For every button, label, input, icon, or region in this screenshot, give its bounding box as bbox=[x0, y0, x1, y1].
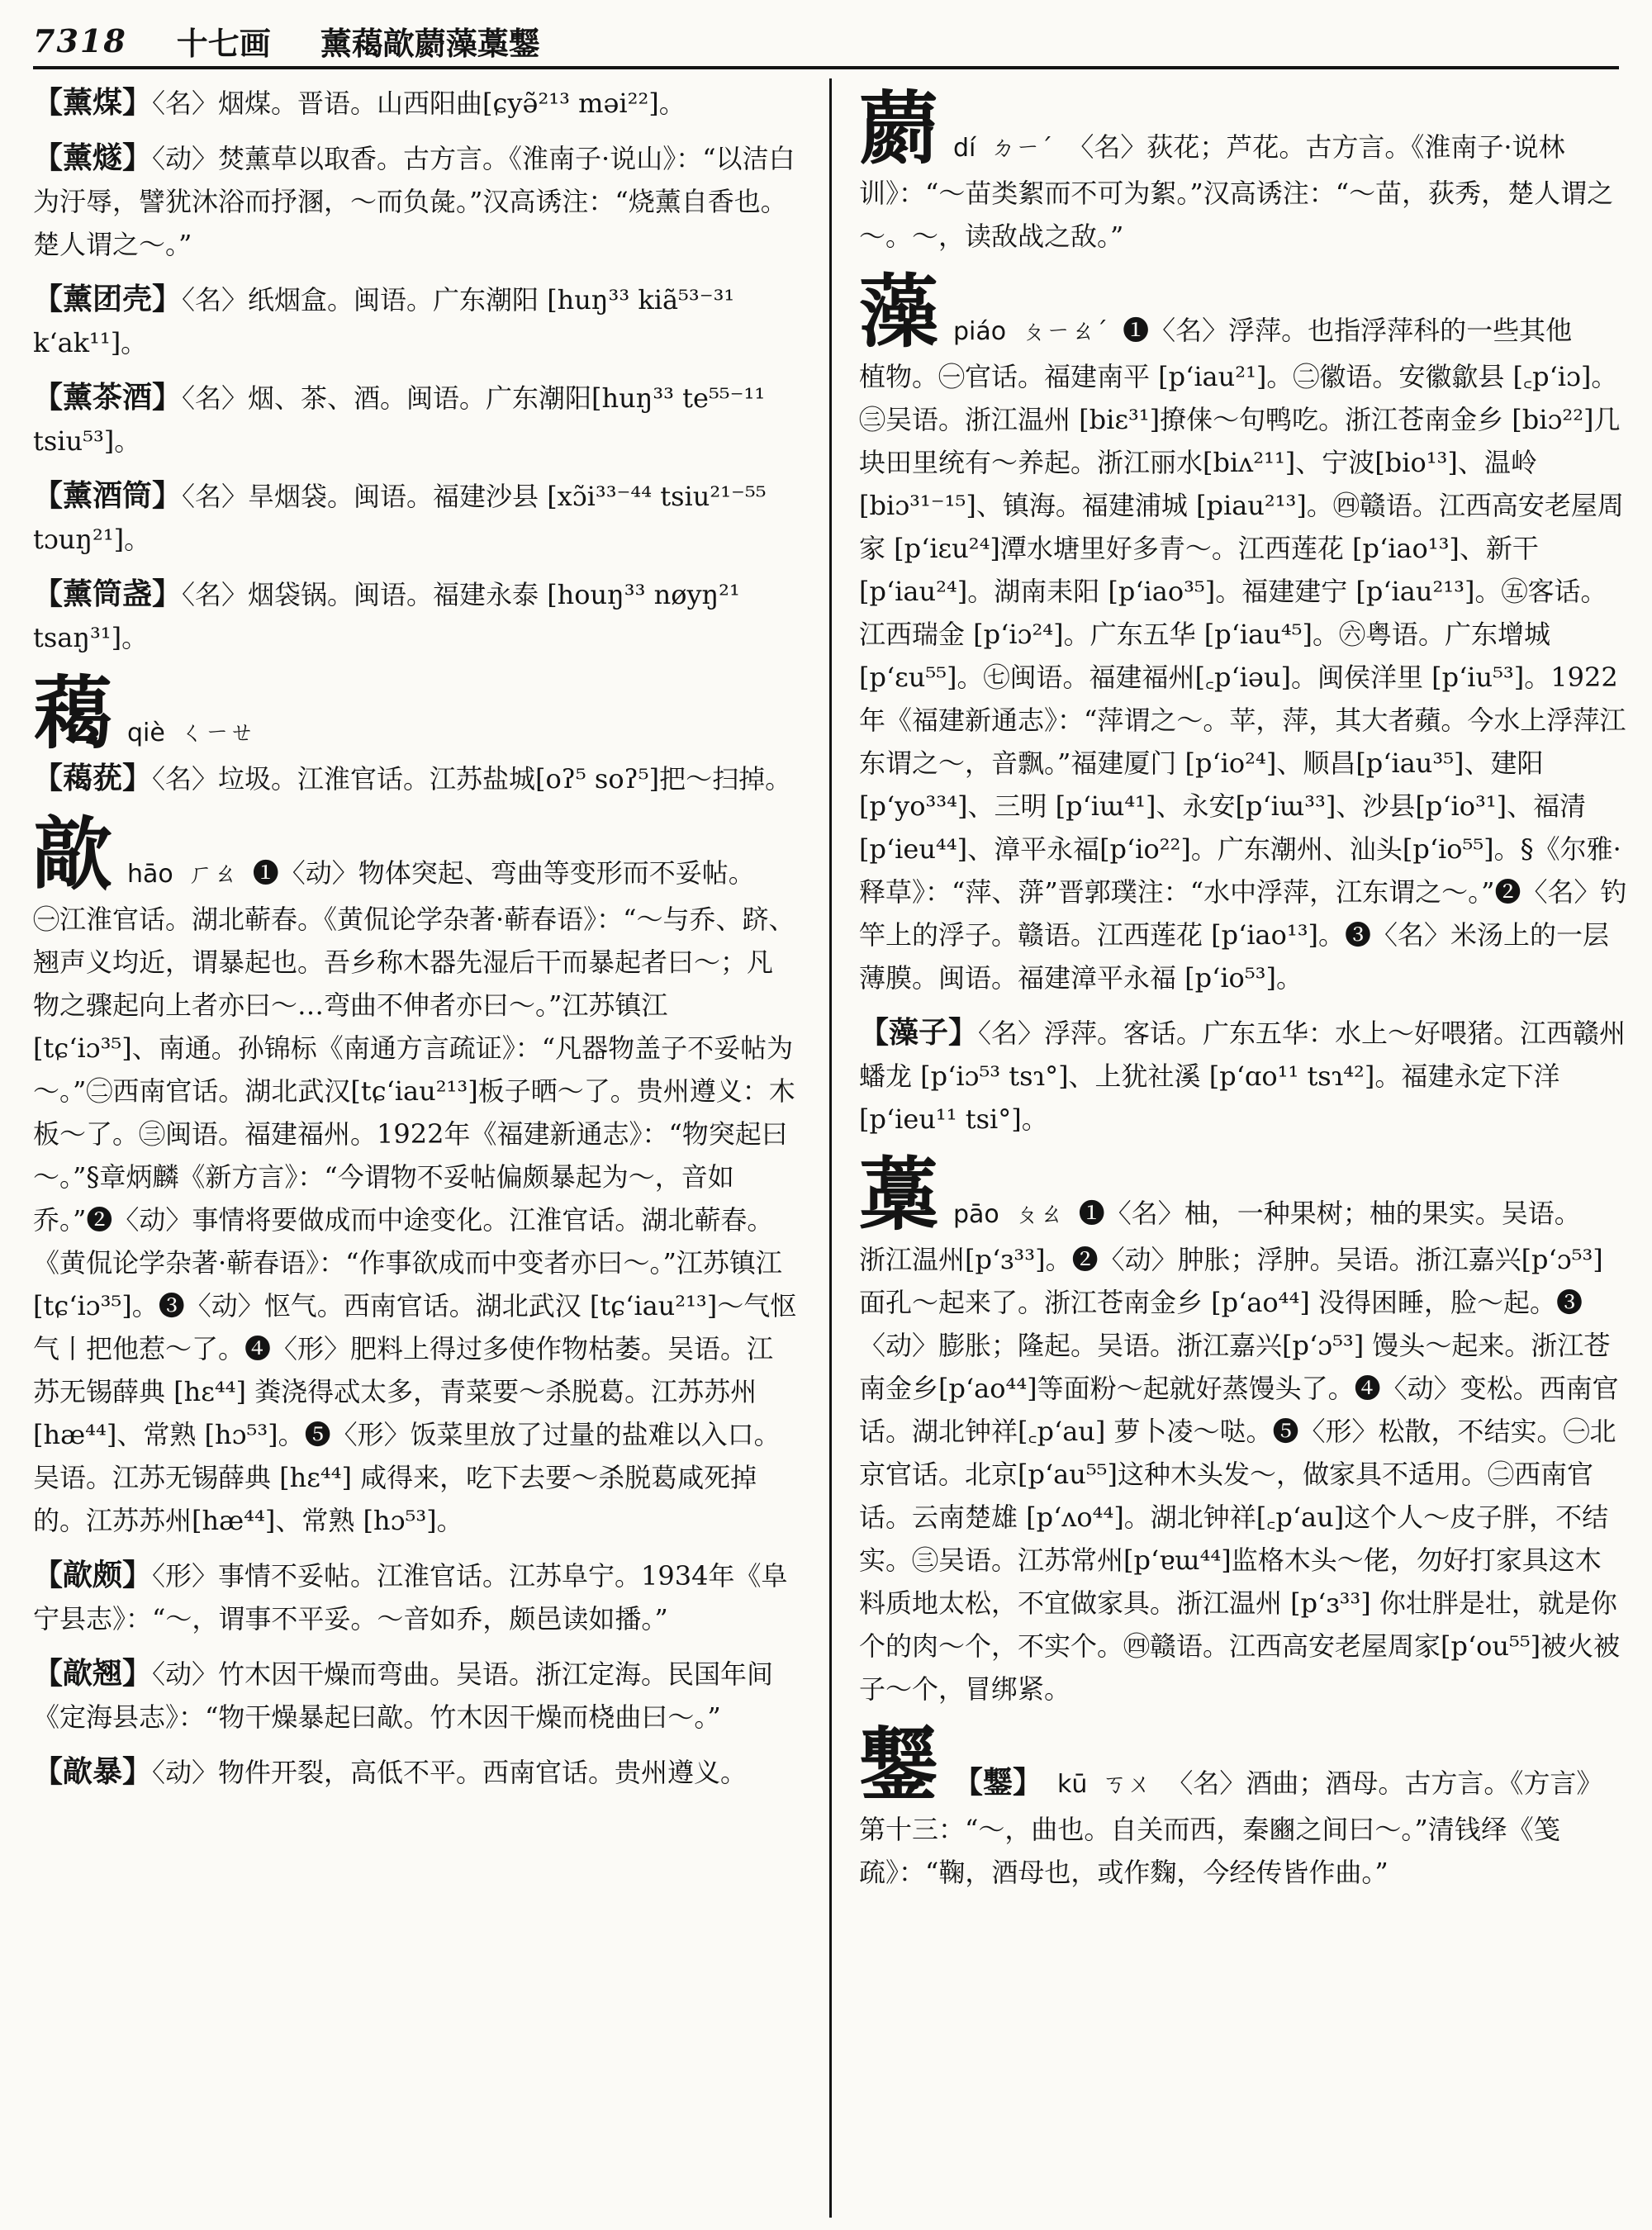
headword-char: 藁 bbox=[859, 1148, 938, 1241]
guide-characters: 薰藒歊蘮藻藁鑋 bbox=[320, 24, 540, 62]
column-divider bbox=[829, 78, 832, 2218]
headword-pinyin: dí bbox=[953, 134, 976, 163]
compound-entry: 【歊翘】〈动〉竹木因干燥而弯曲。吴语。浙江定海。民国年间《定海县志》：“物干燥暴起曰歊。竹木因干燥而桡曲曰～。” bbox=[33, 1656, 774, 1733]
headword-pinyin: kū bbox=[1057, 1770, 1088, 1799]
definition-body: ㊀江淮官话。湖北蕲春。《黄侃论学杂著·蕲春语》：“～与乔、跻、翘声义均近，谓暴起也。吾乡称木器先湿后干而暴起者曰～；凡物之骤起向上者亦曰～…弯曲不伸者亦曰～。”江苏镇江 [tɕ‘iɔ³⁵]、南通。孙锦标《南通方言疏证》：“凡器物盖子不妥帖为～。”㊁西南官话。湖北武汉[tɕ‘iau²¹³]板子晒～了。贵州遵义：木板～了。㊂闽语。福建福州。1922年《福建新通志》：“物突起曰～。”§章炳麟《新方言》：“今谓物不妥帖偏颇暴起为～，音如乔。”❷〈动〉事情将要做成而中途变化。江淮官话。湖北蕲春。《黄侃论学杂著·蕲春语》：“作事欲成而中变者亦曰～。”江苏镇江 [tɕ‘iɔ³⁵]。❸〈动〉怄气。西南官话。湖北武汉 [tɕ‘iau²¹³]～气怄气丨把他惹～了。❹〈形〉肥料上得过多使作物枯萎。吴语。江苏无锡薛典 [hɛ⁴⁴] 粪浇得忒太多，青菜要～杀脱葛。江苏苏州 [hæ⁴⁴]、常熟 [hɔ⁵³]。❺〈形〉饭菜里放了过量的盐难以入口。吴语。江苏无锡薛典 [hɛ⁴⁴] 咸得来，吃下去要～杀脱葛咸死掉的。江苏苏州[hæ⁴⁴]、常熟 [hɔ⁵³]。 bbox=[33, 904, 797, 1536]
compound-entry: 【藒莸】〈名〉垃圾。江淮官话。江苏盐城[oʔ⁵ soʔ⁵]把～扫掉。 bbox=[33, 761, 792, 795]
headword-zhuyin: ㄉㄧˊ bbox=[990, 134, 1053, 163]
headword-hao bbox=[33, 808, 797, 901]
compound-entry: 【歊暴】〈动〉物件开裂，高低不平。西南官话。贵州遵义。 bbox=[33, 1754, 748, 1789]
headword-pinyin: hāo bbox=[127, 860, 173, 889]
headword-zhuyin: ㄆㄠ bbox=[1014, 1200, 1064, 1229]
headword-first-definition: ❶〈名〉柚，一种果树；柚的果实。吴语。 bbox=[1078, 1198, 1581, 1229]
headword-pinyin: qiè bbox=[127, 719, 165, 747]
headword-first-definition: 〈名〉荻花；芦花。古方言。《淮南子·说林 bbox=[1067, 131, 1565, 163]
headword-zhuyin: ㄏㄠ bbox=[188, 860, 238, 889]
headword-char: 鑋 bbox=[859, 1718, 938, 1811]
compound-entry: 【薰酒筒】〈名〉旱烟袋。闽语。福建沙县 [xɔ̃i³³⁻⁴⁴ tsiu²¹⁻⁵⁵ tɔuŋ²¹]。 bbox=[33, 478, 767, 555]
headword-pinyin: piáo bbox=[953, 317, 1007, 346]
headword-char: 蘮 bbox=[859, 82, 938, 175]
compound-entry: 【藻子】〈名〉浮萍。客话。广东五华：水上～好喂猪。江西赣州蟠龙 [p‘iɔ⁵³ tsɿ°]、上犹社溪 [p‘ɑo¹¹ tsɿ⁴²]。福建永定下洋 [p‘ieu¹¹ tsi°]。 bbox=[859, 1015, 1626, 1135]
headword-pinyin: pāo bbox=[953, 1200, 999, 1229]
headword-variant: 【鑋】 bbox=[953, 1765, 1043, 1800]
definition-body: 植物。㊀官话。福建南平 [p‘iau²¹]。㊁徽语。安徽歙县 [꜀p‘iɔ]。㊂吴语。浙江温州 [biɛ³¹]撩俫～句鸭吃。浙江苍南金乡 [biɔ²²]几块田里统有～养起。浙江丽水[biʌ²¹¹]、宁波[bio¹³]、温岭[biɔ³¹⁻¹⁵]、镇海。福建浦城 [piau²¹³]。㊃赣语。江西高安老屋周家 [p‘iɛu²⁴]潭水塘里好多青～。江西莲花 [p‘iao¹³]、新干 [p‘iau²⁴]。湖南耒阳 [p‘iao³⁵]。福建建宁 [p‘iau²¹³]。㊄客话。江西瑞金 [p‘iɔ²⁴]。广东五华 [p‘iau⁴⁵]。㊅粤语。广东增城 [p‘ɛu⁵⁵]。㊆闽语。福建福州[꜀p‘iəu]。闽侯洋里 [p‘iu⁵³]。1922年《福建新通志》：“萍谓之～。苹，萍，其大者蘋。今水上浮萍江东谓之～，音飘。”福建厦门 [p‘io²⁴]、顺昌[p‘iau³⁵]、建阳 [p‘yo³³⁴]、三明 [p‘iɯ⁴¹]、永安[p‘iɯ³³]、沙县[p‘io³¹]、福清 [p‘ieu⁴⁴]、漳平永福[p‘io²²]。广东潮州、汕头[p‘io⁵⁵]。§《尔雅·释草》：“萍、蓱”晋郭璞注：“水中浮萍，江东谓之～。”❷〈名〉钓竿上的浮子。赣语。江西莲花 [p‘iao¹³]。❸〈名〉米汤上的一层薄膜。闽语。福建漳平永福 [p‘io⁵³]。 bbox=[859, 361, 1627, 994]
left-column bbox=[33, 81, 797, 1805]
header-rule bbox=[33, 66, 1619, 69]
headword-qie bbox=[33, 667, 797, 760]
headword-char: 藒 bbox=[33, 667, 112, 760]
compound-entry: 【薰煤】〈名〉烟煤。晋语。山西阳曲[ɕyə̃²¹³ məi²²]。 bbox=[33, 85, 686, 120]
compound-entry: 【薰团壳】〈名〉纸烟盒。闽语。广东潮阳 [huŋ³³ kiã⁵³⁻³¹ k‘ak¹¹]。 bbox=[33, 282, 735, 358]
headword-first-definition: ❶〈名〉浮萍。也指浮萍科的一些其他 bbox=[1123, 315, 1573, 346]
headword-zhuyin: ㄑㄧㄝ bbox=[179, 719, 254, 747]
compound-entry: 【歊颇】〈形〉事情不妥帖。江淮官话。江苏阜宁。1934年《阜宁县志》：“～，谓事不平妥。～音如乔，颇邑读如播。” bbox=[33, 1558, 788, 1635]
headword-pao bbox=[859, 1148, 1627, 1241]
compound-entry: 【薰茶酒】〈名〉烟、茶、酒。闽语。广东潮阳[huŋ³³ te⁵⁵⁻¹¹ tsiu⁵³]。 bbox=[33, 380, 766, 457]
compound-entry: 【薰燧】〈动〉焚薰草以取香。古方言。《淮南子·说山》：“以洁白为汙辱，譬犹沐浴而抒溷，～而负彘。”汉高诱注：“烧薰自香也。楚人谓之～。” bbox=[33, 140, 795, 260]
definition-body: 浙江温州[p‘ɜ³³]。❷〈动〉肿胀；浮肿。吴语。浙江嘉兴[p‘ɔ⁵³]面孔～起来了。浙江苍南金乡 [p‘ao⁴⁴] 没得困睡，脸～起。❸〈动〉膨胀；隆起。吴语。浙江嘉兴[p‘ɔ⁵³] 馒头～起来。浙江苍南金乡[p‘ao⁴⁴]等面粉～起就好蒸馒头了。❹〈动〉变松。西南官话。湖北钟祥[꜀p‘au] 萝卜凌～哒。❺〈形〉松散，不结实。㊀北京官话。北京[p‘au⁵⁵]这种木头发～，做家具不适用。㊁西南官话。云南楚雄 [p‘ʌo⁴⁴]。湖北钟祥[꜀p‘au]这个人～皮子胖，不结实。㊂吴语。江苏常州[p‘ɐɯ⁴⁴]监格木头～佬，勿好打家具这木料质地太松，不宜做家具。浙江温州 [p‘ɜ³³] 你壮胖是壮，就是你个的肉～个，不实个。㊃赣语。江西高安老屋周家[p‘ou⁵⁵]被火被子～个，冒绑紧。 bbox=[859, 1244, 1621, 1705]
headword-di bbox=[859, 82, 1627, 175]
headword-char: 歊 bbox=[33, 808, 112, 901]
headword-zhuyin: ㄆㄧㄠˊ bbox=[1021, 317, 1108, 346]
page-number: 7318 bbox=[33, 21, 127, 59]
page-header bbox=[33, 15, 1619, 66]
definition-body: 第十三：“～，曲也。自关而西，秦豳之间曰～。”清钱绎《笺疏》：“鞠，酒母也，或作麴，今经传皆作曲。” bbox=[859, 1814, 1560, 1888]
headword-char: 藻 bbox=[859, 265, 938, 358]
definition-body: 训》：“～苗类絮而不可为絮。”汉高诱注：“～苗，荻秀，楚人谓之～。～，读敌战之敌。” bbox=[859, 178, 1614, 252]
stroke-count: 十七画 bbox=[176, 24, 271, 62]
headword-zhuyin: ㄎㄨ bbox=[1102, 1770, 1152, 1799]
headword-first-definition: 〈名〉酒曲；酒母。古方言。《方言》 bbox=[1166, 1767, 1603, 1799]
headword-piao bbox=[859, 265, 1627, 358]
right-column bbox=[859, 81, 1627, 1905]
headword-ku bbox=[859, 1718, 1627, 1811]
headword-first-definition: ❶〈动〉物体突起、弯曲等变形而不妥帖。 bbox=[252, 857, 755, 889]
compound-entry: 【薰筒盏】〈名〉烟袋锅。闽语。福建永泰 [houŋ³³ nøyŋ²¹ tsaŋ³¹]。 bbox=[33, 576, 740, 653]
